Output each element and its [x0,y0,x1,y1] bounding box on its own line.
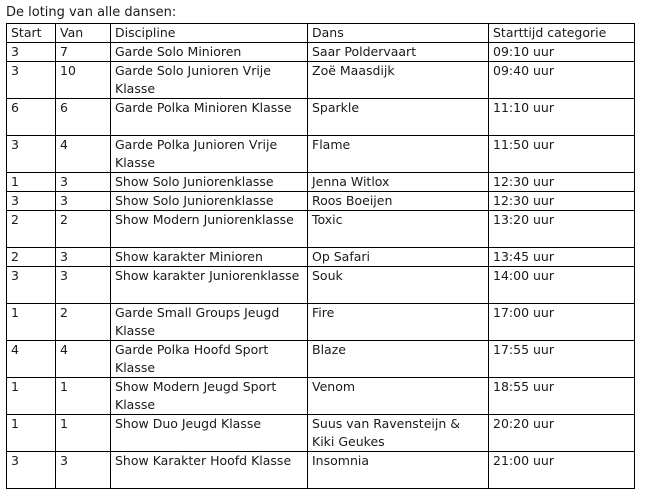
table-row [7,43,635,62]
cell-dans: Blaze [308,341,489,378]
cell-discipline: Show Solo Juniorenklasse [111,173,308,192]
cell-starttijd: 17:00 uur [489,304,635,341]
table-header-row [7,24,635,43]
cell-start: 2 [7,211,56,248]
cell-discipline: Garde Polka Junioren Vrije Klasse [111,136,308,173]
cell-dans: Flame [308,136,489,173]
table-row [7,99,635,136]
header-dans: Dans [308,24,489,43]
cell-discipline: Garde Solo Junioren Vrije Klasse [111,62,308,99]
cell-van: 6 [56,99,111,136]
cell-van: 3 [56,248,111,267]
cell-van: 2 [56,211,111,248]
header-starttijd: Starttijd categorie [489,24,635,43]
header-start: Start [7,24,56,43]
table-row [7,211,635,248]
cell-discipline: Show Modern Jeugd Sport Klasse [111,378,308,415]
cell-van: 2 [56,304,111,341]
cell-discipline: Garde Polka Hoofd Sport Klasse [111,341,308,378]
cell-dans: Toxic [308,211,489,248]
cell-discipline: Show karakter Juniorenklasse [111,267,308,304]
cell-dans: Zoë Maasdijk [308,62,489,99]
cell-dans: Insomnia [308,452,489,489]
table-row [7,267,635,304]
cell-dans: Souk [308,267,489,304]
cell-discipline: Show Duo Jeugd Klasse [111,415,308,452]
cell-start: 6 [7,99,56,136]
cell-starttijd: 13:45 uur [489,248,635,267]
cell-start: 1 [7,304,56,341]
table-row [7,192,635,211]
cell-starttijd: 12:30 uur [489,173,635,192]
cell-dans: Suus van Ravensteijn & Kiki Geukes [308,415,489,452]
cell-start: 3 [7,136,56,173]
cell-start: 3 [7,192,56,211]
table-row [7,136,635,173]
cell-start: 3 [7,267,56,304]
cell-van: 4 [56,341,111,378]
cell-van: 3 [56,173,111,192]
cell-discipline: Show Karakter Hoofd Klasse [111,452,308,489]
cell-starttijd: 12:30 uur [489,192,635,211]
cell-dans: Jenna Witlox [308,173,489,192]
cell-starttijd: 20:20 uur [489,415,635,452]
cell-starttijd: 21:00 uur [489,452,635,489]
table-row [7,452,635,489]
cell-dans: Sparkle [308,99,489,136]
cell-starttijd: 13:20 uur [489,211,635,248]
table-row [7,341,635,378]
cell-start: 1 [7,378,56,415]
cell-van: 4 [56,136,111,173]
cell-starttijd: 18:55 uur [489,378,635,415]
table-row [7,415,635,452]
cell-starttijd: 17:55 uur [489,341,635,378]
cell-van: 3 [56,192,111,211]
table-row [7,248,635,267]
cell-dans: Venom [308,378,489,415]
cell-van: 7 [56,43,111,62]
cell-discipline: Garde Polka Minioren Klasse [111,99,308,136]
cell-start: 3 [7,452,56,489]
cell-starttijd: 09:40 uur [489,62,635,99]
cell-start: 3 [7,43,56,62]
cell-van: 1 [56,378,111,415]
cell-van: 3 [56,267,111,304]
cell-van: 3 [56,452,111,489]
cell-van: 1 [56,415,111,452]
cell-start: 1 [7,173,56,192]
header-discipline: Discipline [111,24,308,43]
cell-dans: Saar Poldervaart [308,43,489,62]
cell-discipline: Garde Solo Minioren [111,43,308,62]
cell-discipline: Show karakter Minioren [111,248,308,267]
cell-dans: Op Safari [308,248,489,267]
cell-discipline: Garde Small Groups Jeugd Klasse [111,304,308,341]
draw-table [6,23,635,489]
table-row [7,173,635,192]
table-row [7,62,635,99]
cell-start: 1 [7,415,56,452]
intro-text: De loting van alle dansen: [6,5,177,20]
cell-discipline: Show Solo Juniorenklasse [111,192,308,211]
cell-starttijd: 09:10 uur [489,43,635,62]
header-van: Van [56,24,111,43]
cell-start: 2 [7,248,56,267]
cell-discipline: Show Modern Juniorenklasse [111,211,308,248]
cell-start: 4 [7,341,56,378]
cell-dans: Fire [308,304,489,341]
cell-start: 3 [7,62,56,99]
cell-starttijd: 11:10 uur [489,99,635,136]
table-row [7,304,635,341]
cell-starttijd: 11:50 uur [489,136,635,173]
cell-van: 10 [56,62,111,99]
table-row [7,378,635,415]
cell-starttijd: 14:00 uur [489,267,635,304]
document [6,5,640,489]
cell-dans: Roos Boeijen [308,192,489,211]
